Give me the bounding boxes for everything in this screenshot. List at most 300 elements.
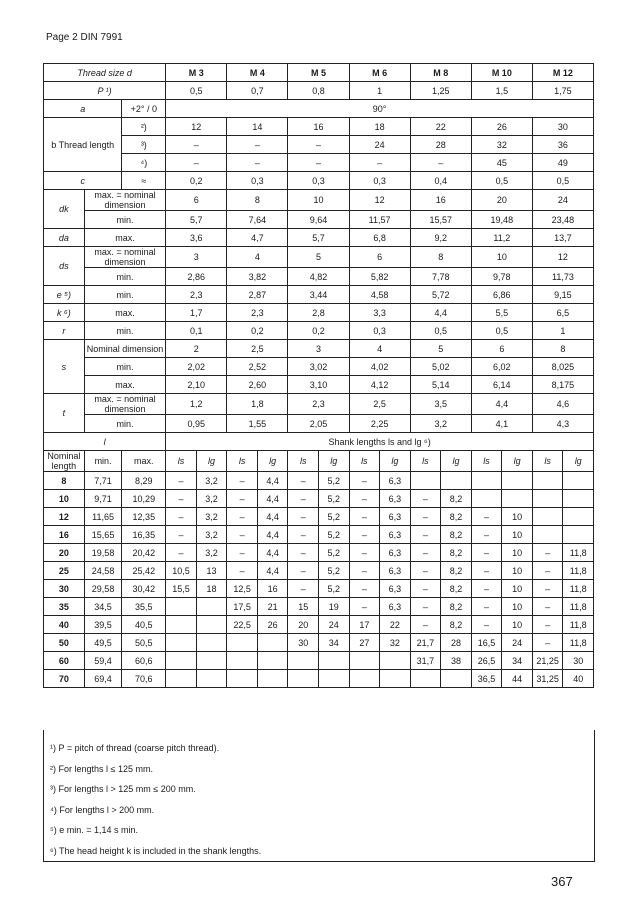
shank-cell bbox=[349, 652, 380, 670]
page-number: 367 bbox=[551, 874, 573, 889]
table-row bbox=[44, 472, 594, 490]
value-cell: 28 bbox=[410, 136, 471, 154]
shank-cell: 8,2 bbox=[441, 580, 472, 598]
shank-cell bbox=[196, 616, 227, 634]
value-cell: 16 bbox=[288, 118, 349, 136]
shank-cell: – bbox=[349, 526, 380, 544]
table-row bbox=[44, 376, 594, 394]
value-cell: 11,73 bbox=[532, 268, 593, 286]
shank-cell: – bbox=[349, 544, 380, 562]
value-cell: 0,5 bbox=[532, 172, 593, 190]
value-cell: 8 bbox=[227, 190, 288, 211]
shank-cell: 8,2 bbox=[441, 508, 472, 526]
shank-cell: – bbox=[532, 544, 563, 562]
shank-cell: 6,3 bbox=[380, 544, 411, 562]
table-row bbox=[44, 190, 594, 211]
table-row bbox=[44, 394, 594, 415]
footnote: ⁴) For lengths l > 200 mm. bbox=[50, 804, 155, 815]
shank-cell bbox=[196, 634, 227, 652]
shank-cell: 34 bbox=[318, 634, 349, 652]
max-length: 12,35 bbox=[122, 508, 166, 526]
value-cell: 4,3 bbox=[532, 415, 593, 433]
shank-cell: 21,25 bbox=[532, 652, 563, 670]
ls-header: ls bbox=[288, 451, 319, 472]
shank-cell bbox=[502, 472, 533, 490]
shank-cell bbox=[410, 472, 441, 490]
shank-cell: – bbox=[227, 490, 258, 508]
shank-cell: – bbox=[471, 562, 502, 580]
shank-cell: 11,8 bbox=[563, 580, 594, 598]
value-cell: 10 bbox=[471, 247, 532, 268]
value-cell: 10 bbox=[288, 190, 349, 211]
ls-header: ls bbox=[532, 451, 563, 472]
shank-cell: 16 bbox=[257, 580, 288, 598]
shank-cell: 6,3 bbox=[380, 580, 411, 598]
value-cell: 0,95 bbox=[166, 415, 227, 433]
shank-cell: 24 bbox=[502, 634, 533, 652]
table-row bbox=[44, 304, 594, 322]
value-cell: 11,57 bbox=[349, 211, 410, 229]
shank-cell bbox=[227, 634, 258, 652]
shank-cell: 6,3 bbox=[380, 508, 411, 526]
shank-cell bbox=[532, 472, 563, 490]
shank-cell bbox=[166, 616, 197, 634]
shank-cell bbox=[532, 490, 563, 508]
lg-header: lg bbox=[257, 451, 288, 472]
nominal-length-label: Nominal length bbox=[44, 451, 85, 472]
min-length: 49,5 bbox=[84, 634, 122, 652]
value-cell: 5,02 bbox=[410, 358, 471, 376]
shank-cell: 3,2 bbox=[196, 472, 227, 490]
value-cell: 9,15 bbox=[532, 286, 593, 304]
shank-cell: – bbox=[349, 472, 380, 490]
shank-cell bbox=[380, 670, 411, 688]
table-row bbox=[44, 526, 594, 544]
value-cell: 3,44 bbox=[288, 286, 349, 304]
shank-cell: – bbox=[349, 580, 380, 598]
value-cell: – bbox=[349, 154, 410, 172]
value-cell: 19,48 bbox=[471, 211, 532, 229]
value-cell: 26 bbox=[471, 118, 532, 136]
value-cell: 2,5 bbox=[349, 394, 410, 415]
value-cell: 1,75 bbox=[532, 82, 593, 100]
value-cell: 4,1 bbox=[471, 415, 532, 433]
table-row bbox=[44, 154, 594, 172]
value-cell: 8 bbox=[532, 340, 593, 358]
shank-cell: 5,2 bbox=[318, 508, 349, 526]
angle-label: a bbox=[44, 100, 122, 118]
shank-cell: – bbox=[349, 490, 380, 508]
min-length: 34,5 bbox=[84, 598, 122, 616]
table-row bbox=[44, 100, 594, 118]
shank-cell bbox=[318, 652, 349, 670]
shank-cell: – bbox=[349, 508, 380, 526]
shank-cell: – bbox=[410, 598, 441, 616]
value-cell: 2,86 bbox=[166, 268, 227, 286]
shank-cell bbox=[257, 634, 288, 652]
table-row bbox=[44, 82, 594, 100]
shank-cell bbox=[257, 670, 288, 688]
shank-cell bbox=[196, 670, 227, 688]
shank-cell: 5,2 bbox=[318, 580, 349, 598]
shank-cell: 10 bbox=[502, 598, 533, 616]
shank-cell: 27 bbox=[349, 634, 380, 652]
shank-cell: 19 bbox=[318, 598, 349, 616]
nominal-length: 60 bbox=[44, 652, 85, 670]
value-cell: – bbox=[288, 136, 349, 154]
value-cell: 49 bbox=[532, 154, 593, 172]
nominal-length: 16 bbox=[44, 526, 85, 544]
shank-cell bbox=[471, 490, 502, 508]
value-cell: 0,2 bbox=[288, 322, 349, 340]
value-cell: 0,5 bbox=[471, 172, 532, 190]
value-cell: 1,7 bbox=[166, 304, 227, 322]
table-row bbox=[44, 616, 594, 634]
shank-cell: 3,2 bbox=[196, 544, 227, 562]
table-row bbox=[44, 544, 594, 562]
value-cell: 2,05 bbox=[288, 415, 349, 433]
nominal-length: 20 bbox=[44, 544, 85, 562]
lg-header: lg bbox=[502, 451, 533, 472]
value-cell: 8,025 bbox=[532, 358, 593, 376]
table-row bbox=[44, 634, 594, 652]
value-cell: 5,72 bbox=[410, 286, 471, 304]
shank-cell: 3,2 bbox=[196, 526, 227, 544]
shank-cell: 5,2 bbox=[318, 490, 349, 508]
shank-cell: 22,5 bbox=[227, 616, 258, 634]
ls-header: ls bbox=[349, 451, 380, 472]
table-row bbox=[44, 136, 594, 154]
value-cell: 6,8 bbox=[349, 229, 410, 247]
value-cell: 3,2 bbox=[410, 415, 471, 433]
shank-cell: 20 bbox=[288, 616, 319, 634]
value-cell: 4,58 bbox=[349, 286, 410, 304]
shank-cell: 8,2 bbox=[441, 526, 472, 544]
table-row bbox=[44, 247, 594, 268]
shank-cell: 11,8 bbox=[563, 634, 594, 652]
shank-cell bbox=[349, 670, 380, 688]
value-cell: 2,25 bbox=[349, 415, 410, 433]
value-cell: 6,14 bbox=[471, 376, 532, 394]
nominal-length: 8 bbox=[44, 472, 85, 490]
shank-cell: 10 bbox=[502, 526, 533, 544]
shank-cell: 31,25 bbox=[532, 670, 563, 688]
shank-cell: 10,5 bbox=[166, 562, 197, 580]
shank-cell: 10 bbox=[502, 580, 533, 598]
shank-cell bbox=[380, 652, 411, 670]
value-cell: 0,3 bbox=[227, 172, 288, 190]
min-length: 24,58 bbox=[84, 562, 122, 580]
shank-cell: – bbox=[166, 526, 197, 544]
shank-cell: 4,4 bbox=[257, 472, 288, 490]
value-cell: 20 bbox=[471, 190, 532, 211]
max-length: 25,42 bbox=[122, 562, 166, 580]
qualifier: max. bbox=[84, 229, 165, 247]
value-cell: – bbox=[410, 154, 471, 172]
shank-cell: – bbox=[410, 526, 441, 544]
shank-cell: 31,7 bbox=[410, 652, 441, 670]
min-length: 39,5 bbox=[84, 616, 122, 634]
max-length: 70,6 bbox=[122, 670, 166, 688]
min-length: 7,71 bbox=[84, 472, 122, 490]
shank-cell: 4,4 bbox=[257, 508, 288, 526]
size-header: M 8 bbox=[410, 64, 471, 82]
shank-cell: – bbox=[166, 490, 197, 508]
value-cell: 2,60 bbox=[227, 376, 288, 394]
nominal-length: 40 bbox=[44, 616, 85, 634]
shank-cell bbox=[441, 472, 472, 490]
shank-cell: 44 bbox=[502, 670, 533, 688]
value-cell: 7,78 bbox=[410, 268, 471, 286]
value-cell: 5,14 bbox=[410, 376, 471, 394]
value-cell: 2 bbox=[166, 340, 227, 358]
shank-cell bbox=[318, 670, 349, 688]
value-cell: 9,2 bbox=[410, 229, 471, 247]
value-cell: 45 bbox=[471, 154, 532, 172]
min-length: 15,65 bbox=[84, 526, 122, 544]
max-length: 40,5 bbox=[122, 616, 166, 634]
shank-cell: – bbox=[166, 544, 197, 562]
nominal-label: Nominal dimension bbox=[84, 340, 165, 358]
shank-cell: 5,2 bbox=[318, 562, 349, 580]
value-cell: 6 bbox=[349, 247, 410, 268]
shank-cell: 6,3 bbox=[380, 562, 411, 580]
footnote: ³) For lengths l > 125 mm ≤ 200 mm. bbox=[50, 784, 196, 794]
min-length: 11,65 bbox=[84, 508, 122, 526]
value-cell: 2,3 bbox=[288, 394, 349, 415]
shank-cell: – bbox=[532, 562, 563, 580]
shank-cell bbox=[196, 652, 227, 670]
value-cell: 15,57 bbox=[410, 211, 471, 229]
shank-cell: 26,5 bbox=[471, 652, 502, 670]
value-cell: 1,25 bbox=[410, 82, 471, 100]
value-cell: 3,10 bbox=[288, 376, 349, 394]
shank-cell: – bbox=[288, 490, 319, 508]
value-cell: 2,10 bbox=[166, 376, 227, 394]
value-cell: – bbox=[166, 136, 227, 154]
max-length: 60,6 bbox=[122, 652, 166, 670]
value-cell: 4,4 bbox=[471, 394, 532, 415]
footnote: ⁶) The head height k is included in the shank lengths. bbox=[50, 845, 262, 856]
table-row bbox=[44, 64, 594, 82]
ls-header: ls bbox=[410, 451, 441, 472]
angle-tolerance: +2° / 0 bbox=[122, 100, 166, 118]
value-cell: 4,6 bbox=[532, 394, 593, 415]
table-row bbox=[44, 433, 594, 451]
table-row bbox=[44, 652, 594, 670]
min-label: min. bbox=[84, 451, 122, 472]
value-cell: 1 bbox=[532, 322, 593, 340]
shank-cell: – bbox=[410, 562, 441, 580]
table-row bbox=[44, 340, 594, 358]
value-cell: 2,52 bbox=[227, 358, 288, 376]
size-header: M 10 bbox=[471, 64, 532, 82]
shank-cell: 5,2 bbox=[318, 544, 349, 562]
value-cell: 4 bbox=[349, 340, 410, 358]
shank-cell: 11,8 bbox=[563, 616, 594, 634]
max-length: 8,29 bbox=[122, 472, 166, 490]
shank-cell: – bbox=[227, 562, 258, 580]
shank-cell: 10 bbox=[502, 544, 533, 562]
shank-cell: 24 bbox=[318, 616, 349, 634]
value-cell: 24 bbox=[532, 190, 593, 211]
shank-cell: 21 bbox=[257, 598, 288, 616]
value-cell: 3 bbox=[288, 340, 349, 358]
shank-cell: – bbox=[410, 580, 441, 598]
shank-cell bbox=[563, 526, 594, 544]
shank-cell: – bbox=[471, 616, 502, 634]
value-cell: 1 bbox=[349, 82, 410, 100]
qualifier: min. bbox=[84, 322, 165, 340]
value-cell: 32 bbox=[471, 136, 532, 154]
table-row bbox=[44, 451, 594, 472]
shank-cell: 30 bbox=[563, 652, 594, 670]
nominal-length: 35 bbox=[44, 598, 85, 616]
footnote-ref: ³) bbox=[122, 136, 166, 154]
shank-cell: 3,2 bbox=[196, 508, 227, 526]
shank-cell bbox=[166, 598, 197, 616]
length-label: l bbox=[44, 433, 166, 451]
value-cell: 0,5 bbox=[166, 82, 227, 100]
value-cell: 0,7 bbox=[227, 82, 288, 100]
size-header: M 12 bbox=[532, 64, 593, 82]
table-row bbox=[44, 562, 594, 580]
lg-header: lg bbox=[196, 451, 227, 472]
lg-header: lg bbox=[441, 451, 472, 472]
max-length: 16,35 bbox=[122, 526, 166, 544]
shank-cell: – bbox=[349, 598, 380, 616]
shank-cell: 8,2 bbox=[441, 490, 472, 508]
min-label: min. bbox=[84, 268, 165, 286]
value-cell: 13,7 bbox=[532, 229, 593, 247]
footnote: ²) For lengths l ≤ 125 mm. bbox=[50, 763, 153, 774]
shank-cell: – bbox=[532, 598, 563, 616]
size-header: M 4 bbox=[227, 64, 288, 82]
value-cell: 2,5 bbox=[227, 340, 288, 358]
shank-cell: 15 bbox=[288, 598, 319, 616]
shank-cell bbox=[227, 652, 258, 670]
value-cell: 0,5 bbox=[471, 322, 532, 340]
shank-cell: – bbox=[288, 580, 319, 598]
pitch-label: P ¹) bbox=[44, 82, 166, 100]
value-cell: 3 bbox=[166, 247, 227, 268]
shank-cell: 10 bbox=[502, 562, 533, 580]
shank-cell: – bbox=[410, 544, 441, 562]
min-length: 19,58 bbox=[84, 544, 122, 562]
lg-header: lg bbox=[380, 451, 411, 472]
min-length: 59,4 bbox=[84, 652, 122, 670]
r-label: r bbox=[44, 322, 85, 340]
max-length: 35,5 bbox=[122, 598, 166, 616]
shank-cell bbox=[257, 652, 288, 670]
table-row bbox=[44, 229, 594, 247]
value-cell: 4,82 bbox=[288, 268, 349, 286]
shank-cell: 11,8 bbox=[563, 562, 594, 580]
shank-cell bbox=[288, 652, 319, 670]
value-cell: 3,5 bbox=[410, 394, 471, 415]
lg-header: lg bbox=[318, 451, 349, 472]
value-cell: 3,02 bbox=[288, 358, 349, 376]
value-cell: 2,3 bbox=[227, 304, 288, 322]
shank-cell: – bbox=[288, 472, 319, 490]
table-row bbox=[44, 172, 594, 190]
c-label: c bbox=[44, 172, 122, 190]
table-row bbox=[44, 118, 594, 136]
value-cell: 1,5 bbox=[471, 82, 532, 100]
shank-cell: 6,3 bbox=[380, 472, 411, 490]
s-label: s bbox=[44, 340, 85, 394]
shank-cell: 11,8 bbox=[563, 598, 594, 616]
shank-cell: 3,2 bbox=[196, 490, 227, 508]
shank-cell bbox=[166, 670, 197, 688]
nominal-length: 10 bbox=[44, 490, 85, 508]
shank-cell: 4,4 bbox=[257, 526, 288, 544]
value-cell: 8,175 bbox=[532, 376, 593, 394]
shank-cell bbox=[563, 508, 594, 526]
value-cell: 0,4 bbox=[410, 172, 471, 190]
shank-cell: – bbox=[288, 544, 319, 562]
value-cell: 2,8 bbox=[288, 304, 349, 322]
value-cell: 6,86 bbox=[471, 286, 532, 304]
table-row bbox=[44, 286, 594, 304]
shank-cell: – bbox=[288, 508, 319, 526]
value-cell: 1,2 bbox=[166, 394, 227, 415]
shank-cell: 11,8 bbox=[563, 544, 594, 562]
max-label: max. bbox=[122, 451, 166, 472]
ls-header: ls bbox=[227, 451, 258, 472]
max-nominal-label: max. = nominal dimension bbox=[84, 394, 165, 415]
value-cell: 6,02 bbox=[471, 358, 532, 376]
value-cell: 23,48 bbox=[532, 211, 593, 229]
value-cell: 0,8 bbox=[288, 82, 349, 100]
shank-cell: – bbox=[410, 508, 441, 526]
min-length: 69,4 bbox=[84, 670, 122, 688]
shank-cell: 5,2 bbox=[318, 526, 349, 544]
lg-header: lg bbox=[563, 451, 594, 472]
value-cell: 2,87 bbox=[227, 286, 288, 304]
value-cell: 3,82 bbox=[227, 268, 288, 286]
value-cell: 18 bbox=[349, 118, 410, 136]
nominal-length: 25 bbox=[44, 562, 85, 580]
shank-cell: 6,3 bbox=[380, 490, 411, 508]
dk-label: dk bbox=[44, 190, 85, 229]
value-cell: 4 bbox=[227, 247, 288, 268]
shank-cell: – bbox=[166, 472, 197, 490]
min-length: 29,58 bbox=[84, 580, 122, 598]
shank-cell: 13 bbox=[196, 562, 227, 580]
value-cell: 0,3 bbox=[349, 172, 410, 190]
t-label: t bbox=[44, 394, 85, 433]
shank-cell: – bbox=[471, 508, 502, 526]
shank-cell bbox=[532, 526, 563, 544]
value-cell: 5 bbox=[410, 340, 471, 358]
shank-cell: – bbox=[471, 544, 502, 562]
thread-length-label: b Thread length bbox=[44, 118, 122, 172]
footnote-ref: ²) bbox=[122, 118, 166, 136]
value-cell: 5,82 bbox=[349, 268, 410, 286]
thread-size-label: Thread size d bbox=[44, 64, 166, 82]
value-cell: 16 bbox=[410, 190, 471, 211]
value-cell: 36 bbox=[532, 136, 593, 154]
min-label: min. bbox=[84, 415, 165, 433]
shank-cell: – bbox=[532, 580, 563, 598]
value-cell: 6 bbox=[166, 190, 227, 211]
ls-header: ls bbox=[471, 451, 502, 472]
table-row bbox=[44, 508, 594, 526]
page-header: Page 2 DIN 7991 bbox=[46, 32, 123, 43]
angle-value: 90° bbox=[166, 100, 594, 118]
shank-cell: 15,5 bbox=[166, 580, 197, 598]
